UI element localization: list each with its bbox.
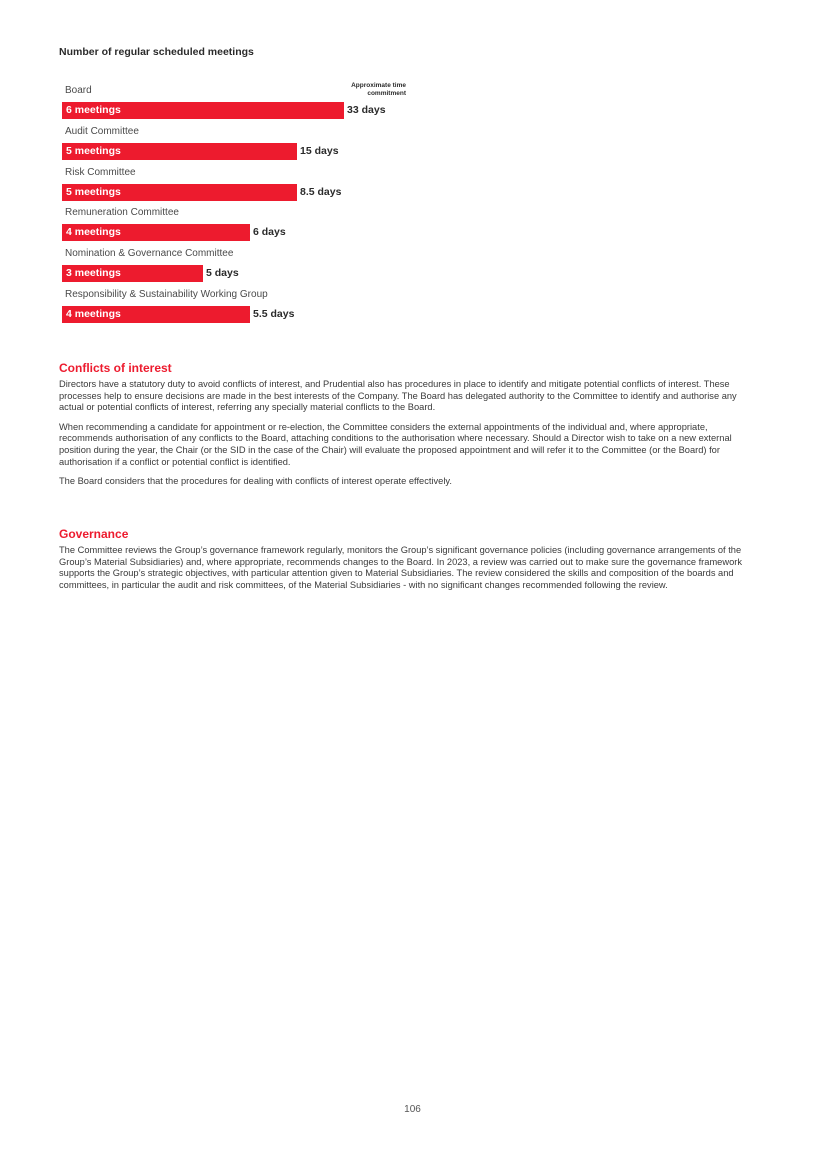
meetings-bar xyxy=(62,143,297,160)
category-label: Board xyxy=(65,85,92,96)
page-number: 106 xyxy=(404,1104,421,1115)
time-commitment-label: 15 days xyxy=(300,144,339,157)
time-commitment-label: 33 days xyxy=(347,104,386,116)
governance-heading: Governance xyxy=(59,527,129,541)
meetings-count-label: 5 meetings xyxy=(66,185,121,198)
conflicts-paragraph-3: The Board considers that the procedures for dealing with conflicts of interest operate effectively. xyxy=(59,476,452,487)
time-commitment-header: Approximate time commitment xyxy=(351,82,406,97)
conflicts-paragraph-1: Directors have a statutory duty to avoid conflicts of interest, and Prudential also has procedures in place to identify and mitigate potential conflicts of interest. These processes help to ensure decisions are made in the best interests of the Company. The Board has delegated authority to the Committee to identify and authorise any actual or potential conflicts of interest, referring any specially material conflicts to the Board. xyxy=(59,379,737,413)
category-label: Responsibility & Sustainability Working Group xyxy=(65,289,268,300)
time-commitment-label: 5.5 days xyxy=(253,308,295,320)
time-commitment-label: 5 days xyxy=(206,267,239,280)
meetings-bar xyxy=(62,224,250,241)
meetings-bar xyxy=(62,265,203,282)
governance-section xyxy=(59,527,749,599)
conflicts-heading: Conflicts of interest xyxy=(59,361,172,375)
meetings-count-label: 5 meetings xyxy=(66,144,121,157)
governance-paragraph-1: The Committee reviews the Group’s governance framework regularly, monitors the Group’s significant governance policies (including governance arrangements of the Group’s Material Subsidiaries) and, where appropriate, recommends changes to the Board. In 2023, a review was carried out to make sure the governance framework supports the Group’s strategic objectives, with particular attention given to Material Subsidiaries. The review considered the skills and composition of the boards and committees, in particular the audit and risk committees, of the Material Subsidiaries - with no significant changes recommended following the review. xyxy=(59,545,742,590)
conflicts-of-interest-section xyxy=(59,361,749,496)
meetings-bar xyxy=(62,184,297,201)
time-commitment-label: 8.5 days xyxy=(300,185,342,198)
meetings-count-label: 4 meetings xyxy=(66,226,121,239)
category-label: Risk Committee xyxy=(65,166,136,178)
conflicts-paragraph-2: When recommending a candidate for appointment or re-election, the Committee considers the external appointments of the individual and, where appropriate, recommends authorisation of any conflicts to the Board, attaching conditions to the authorisation where necessary. Should a Director wish to take on a new external position during the year, the Chair (or the SID in the case of the Chair) will evaluate the proposed appointment and will refer it to the Committee (or the Board) for authorisation if a conflict or potential conflict is identified. xyxy=(59,421,732,467)
category-label: Audit Committee xyxy=(65,125,139,137)
meetings-bar xyxy=(62,306,250,323)
meetings-bar-chart xyxy=(0,0,825,340)
category-label: Nomination & Governance Committee xyxy=(65,248,234,260)
time-commitment-label: 6 days xyxy=(253,226,286,239)
meetings-bar xyxy=(62,102,344,119)
meetings-count-label: 6 meetings xyxy=(66,104,121,116)
chart-title: Number of regular scheduled meetings xyxy=(59,46,254,58)
meetings-count-label: 3 meetings xyxy=(66,267,121,280)
meetings-count-label: 4 meetings xyxy=(66,308,121,320)
category-label: Remuneration Committee xyxy=(65,207,179,219)
